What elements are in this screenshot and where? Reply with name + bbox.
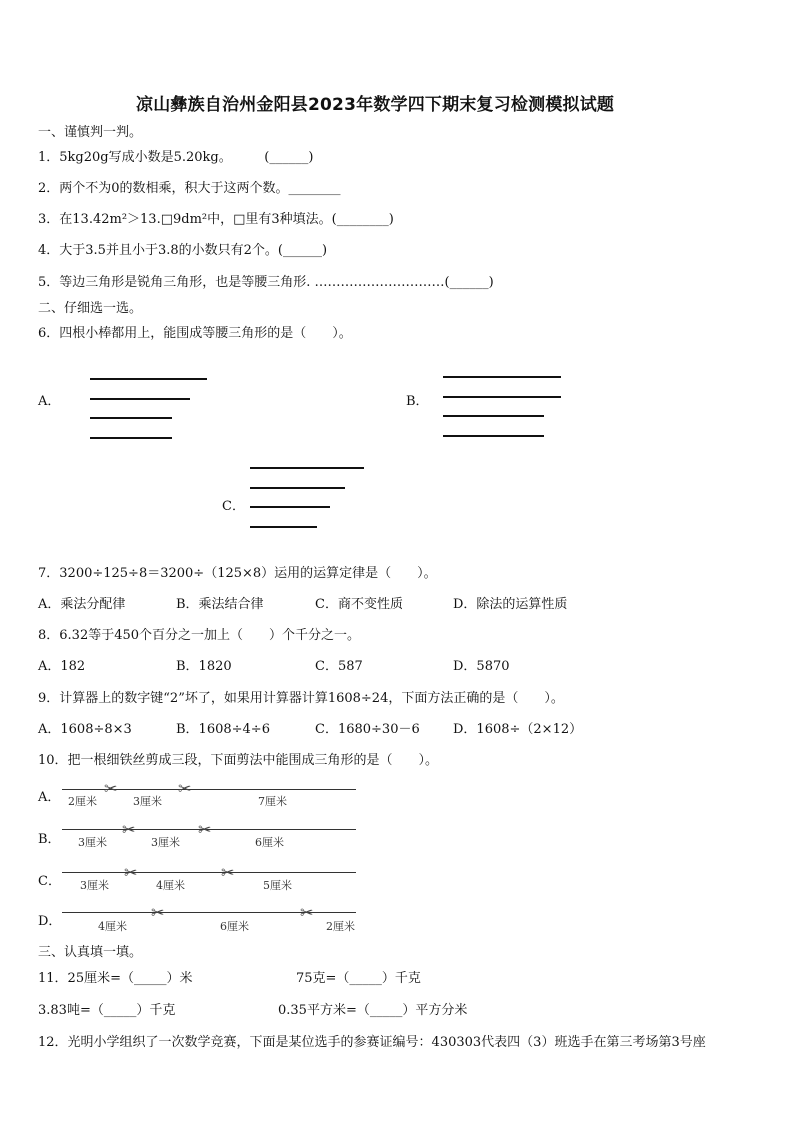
question-12: 12．光明小学组织了一次数学竞赛，下面是某位选手的参赛证编号：430303代表四（3）班选手在第三考场第3号座 bbox=[38, 1035, 706, 1050]
question-11-part-a: 11．25厘米=（_____）米 bbox=[38, 971, 193, 986]
section-heading-judge: 一、谨慎判一判。 bbox=[38, 125, 143, 140]
question-5: 5．等边三角形是锐角三角形，也是等腰三角形. …………………………(______) bbox=[38, 275, 494, 290]
segment-label: 3厘米 bbox=[133, 795, 162, 808]
question-6: 6．四根小棒都用上，能围成等腰三角形的是（ ）。 bbox=[38, 326, 352, 341]
q8-option-d: D．5870 bbox=[453, 659, 510, 674]
q10-option-c-label: C． bbox=[38, 874, 61, 889]
question-11-part-b: 75克=（_____）千克 bbox=[296, 971, 421, 986]
segment-label: 3厘米 bbox=[78, 836, 107, 849]
q9-option-c: C．1680÷30－6 bbox=[315, 722, 420, 737]
wire-line-c bbox=[62, 872, 356, 873]
scissors-icon: ✂ bbox=[198, 820, 212, 839]
q10-option-a-label: A． bbox=[38, 790, 61, 805]
q9-option-b: B．1608÷4÷6 bbox=[176, 722, 270, 737]
stick bbox=[443, 396, 561, 398]
scissors-icon: ✂ bbox=[104, 779, 118, 798]
question-3: 3．在13.42m²＞13.□9dm²中，□里有3种填法。(________) bbox=[38, 212, 394, 227]
question-8: 8．6.32等于450个百分之一加上（ ）个千分之一。 bbox=[38, 628, 361, 643]
stick bbox=[443, 376, 561, 378]
segment-label: 3厘米 bbox=[80, 879, 109, 892]
q9-option-a: A．1608÷8×3 bbox=[38, 722, 132, 737]
segment-label: 4厘米 bbox=[98, 920, 127, 933]
segment-label: 7厘米 bbox=[258, 795, 287, 808]
option-a-label: A． bbox=[38, 394, 61, 409]
q7-option-a: A．乘法分配律 bbox=[38, 597, 126, 612]
q7-option-d: D．除法的运算性质 bbox=[453, 597, 568, 612]
option-c-label: C． bbox=[222, 499, 245, 514]
question-11-part-d: 0.35平方米=（_____）平方分米 bbox=[278, 1003, 468, 1018]
segment-label: 4厘米 bbox=[156, 879, 185, 892]
page-title: 凉山彝族自治州金阳县2023年数学四下期末复习检测模拟试题 bbox=[136, 95, 615, 115]
section-heading-choose: 二、仔细选一选。 bbox=[38, 301, 143, 316]
segment-label: 6厘米 bbox=[255, 836, 284, 849]
scissors-icon: ✂ bbox=[124, 863, 138, 882]
q7-option-b: B．乘法结合律 bbox=[176, 597, 264, 612]
stick bbox=[90, 378, 207, 380]
segment-label: 3厘米 bbox=[151, 836, 180, 849]
stick bbox=[443, 435, 544, 437]
q10-option-b-label: B． bbox=[38, 832, 61, 847]
question-7: 7．3200÷125÷8＝3200÷（125×8）运用的运算定律是（ ）。 bbox=[38, 566, 437, 581]
scissors-icon: ✂ bbox=[122, 820, 136, 839]
question-10: 10．把一根细铁丝剪成三段，下面剪法中能围成三角形的是（ ）。 bbox=[38, 753, 439, 768]
scissors-icon: ✂ bbox=[221, 863, 235, 882]
scissors-icon: ✂ bbox=[151, 903, 165, 922]
segment-label: 2厘米 bbox=[326, 920, 355, 933]
segment-label: 2厘米 bbox=[68, 795, 97, 808]
question-2: 2．两个不为0的数相乘，积大于这两个数。________ bbox=[38, 181, 341, 196]
segment-label: 6厘米 bbox=[220, 920, 249, 933]
stick bbox=[250, 506, 330, 508]
q8-option-c: C．587 bbox=[315, 659, 363, 674]
section-heading-fill: 三、认真填一填。 bbox=[38, 945, 143, 960]
stick bbox=[250, 487, 345, 489]
q8-option-b: B．1820 bbox=[176, 659, 232, 674]
stick bbox=[250, 526, 317, 528]
option-b-label: B． bbox=[406, 394, 429, 409]
q7-option-c: C．商不变性质 bbox=[315, 597, 403, 612]
question-1: 1．5kg20g写成小数是5.20kg。 (______) bbox=[38, 150, 314, 165]
question-4: 4．大于3.5并且小于3.8的小数只有2个。(______) bbox=[38, 243, 328, 258]
stick bbox=[250, 467, 364, 469]
question-9: 9．计算器上的数字键“2”坏了，如果用计算器计算1608÷24，下面方法正确的是（ ）。 bbox=[38, 691, 564, 706]
segment-label: 5厘米 bbox=[263, 879, 292, 892]
stick bbox=[443, 415, 544, 417]
scissors-icon: ✂ bbox=[300, 903, 314, 922]
question-11-part-c: 3.83吨=（_____）千克 bbox=[38, 1003, 176, 1018]
scissors-icon: ✂ bbox=[178, 779, 192, 798]
q8-option-a: A．182 bbox=[38, 659, 86, 674]
stick bbox=[90, 437, 172, 439]
q10-option-d-label: D． bbox=[38, 914, 62, 929]
stick bbox=[90, 417, 172, 419]
stick bbox=[90, 398, 190, 400]
q9-option-d: D．1608÷（2×12） bbox=[453, 722, 583, 737]
